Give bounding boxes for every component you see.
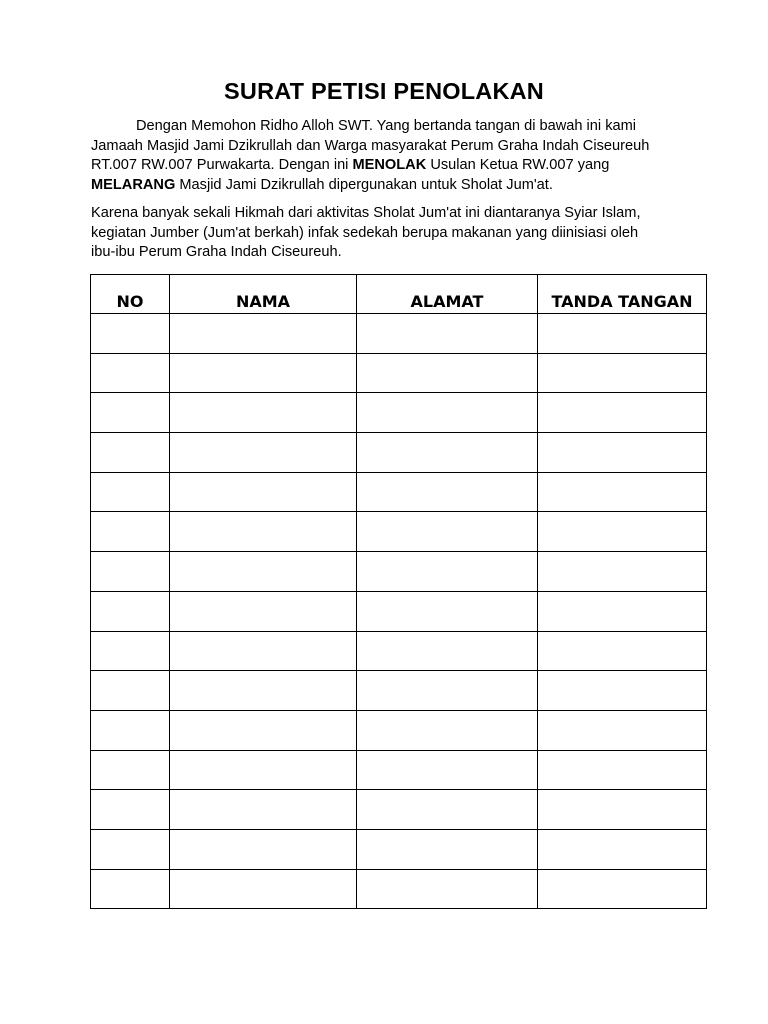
nama-cell[interactable] xyxy=(170,472,357,512)
alamat-cell[interactable] xyxy=(357,433,538,473)
no-cell[interactable] xyxy=(91,353,170,393)
opening-line-4: MELARANG Masjid Jami Dzikrullah dipergunakan untuk Sholat Jum'at. xyxy=(91,176,553,193)
opening-paragraph xyxy=(91,117,691,195)
alamat-cell[interactable] xyxy=(357,353,538,393)
alamat-cell[interactable] xyxy=(357,631,538,671)
alamat-cell[interactable] xyxy=(357,869,538,909)
nama-cell[interactable] xyxy=(170,512,357,552)
table-row xyxy=(91,353,707,393)
tanda-tangan-cell[interactable] xyxy=(538,591,707,631)
table-row xyxy=(91,790,707,830)
tanda-tangan-cell[interactable] xyxy=(538,631,707,671)
alamat-cell[interactable] xyxy=(357,591,538,631)
nama-cell[interactable] xyxy=(170,710,357,750)
opening-line-2: Jamaah Masjid Jami Dzikrullah dan Warga masyarakat Perum Graha Indah Ciseureuh xyxy=(91,137,650,154)
nama-cell[interactable] xyxy=(170,393,357,433)
nama-cell[interactable] xyxy=(170,353,357,393)
reason-paragraph xyxy=(91,204,691,263)
no-cell[interactable] xyxy=(91,631,170,671)
no-cell[interactable] xyxy=(91,433,170,473)
nama-cell[interactable] xyxy=(170,631,357,671)
no-cell[interactable] xyxy=(91,591,170,631)
table-row xyxy=(91,631,707,671)
nama-cell[interactable] xyxy=(170,790,357,830)
no-cell[interactable] xyxy=(91,472,170,512)
alamat-cell[interactable] xyxy=(357,472,538,512)
table-row xyxy=(91,750,707,790)
melarang-emphasis: MELARANG xyxy=(91,176,176,193)
table-row xyxy=(91,552,707,592)
table-row xyxy=(91,829,707,869)
nama-cell[interactable] xyxy=(170,829,357,869)
table-row xyxy=(91,591,707,631)
no-cell[interactable] xyxy=(91,790,170,830)
table-header-row xyxy=(91,275,707,314)
no-cell[interactable] xyxy=(91,671,170,711)
no-cell[interactable] xyxy=(91,710,170,750)
table-row xyxy=(91,314,707,354)
tanda-tangan-cell[interactable] xyxy=(538,433,707,473)
tanda-tangan-cell[interactable] xyxy=(538,393,707,433)
reason-line-2: kegiatan Jumber (Jum'at berkah) infak sedekah berupa makanan yang diinisiasi oleh xyxy=(91,224,639,241)
tanda-tangan-cell[interactable] xyxy=(538,314,707,354)
alamat-cell[interactable] xyxy=(357,552,538,592)
opening-line-1: Dengan Memohon Ridho Alloh SWT. Yang bertanda tangan di bawah ini kami xyxy=(136,118,637,134)
signature-table xyxy=(90,274,707,909)
table-row xyxy=(91,433,707,473)
no-cell[interactable] xyxy=(91,393,170,433)
document-title: SURAT PETISI PENOLAKAN xyxy=(224,78,544,104)
header-tanda-tangan: TANDA TANGAN xyxy=(538,275,707,314)
alamat-cell[interactable] xyxy=(357,750,538,790)
alamat-cell[interactable] xyxy=(357,314,538,354)
nama-cell[interactable] xyxy=(170,314,357,354)
no-cell[interactable] xyxy=(91,869,170,909)
tanda-tangan-cell[interactable] xyxy=(538,750,707,790)
tanda-tangan-cell[interactable] xyxy=(538,552,707,592)
alamat-cell[interactable] xyxy=(357,710,538,750)
tanda-tangan-cell[interactable] xyxy=(538,869,707,909)
table-row xyxy=(91,671,707,711)
opening-line-3: RT.007 RW.007 Purwakarta. Dengan ini MENOLAK Usulan Ketua RW.007 yang xyxy=(91,157,610,173)
no-cell[interactable] xyxy=(91,552,170,592)
header-nama: NAMA xyxy=(170,275,357,314)
tanda-tangan-cell[interactable] xyxy=(538,472,707,512)
alamat-cell[interactable] xyxy=(357,790,538,830)
header-no: NO xyxy=(91,275,170,314)
tanda-tangan-cell[interactable] xyxy=(538,790,707,830)
table-row xyxy=(91,710,707,750)
nama-cell[interactable] xyxy=(170,552,357,592)
nama-cell[interactable] xyxy=(170,869,357,909)
nama-cell[interactable] xyxy=(170,433,357,473)
tanda-tangan-cell[interactable] xyxy=(538,671,707,711)
tanda-tangan-cell[interactable] xyxy=(538,829,707,869)
alamat-cell[interactable] xyxy=(357,829,538,869)
menolak-emphasis: MENOLAK xyxy=(352,157,427,173)
no-cell[interactable] xyxy=(91,314,170,354)
header-alamat: ALAMAT xyxy=(357,275,538,314)
tanda-tangan-cell[interactable] xyxy=(538,353,707,393)
nama-cell[interactable] xyxy=(170,671,357,711)
reason-line-3: ibu-ibu Perum Graha Indah Ciseureuh. xyxy=(91,244,342,260)
no-cell[interactable] xyxy=(91,750,170,790)
no-cell[interactable] xyxy=(91,829,170,869)
table-row xyxy=(91,472,707,512)
nama-cell[interactable] xyxy=(170,591,357,631)
tanda-tangan-cell[interactable] xyxy=(538,710,707,750)
no-cell[interactable] xyxy=(91,512,170,552)
reason-line-1: Karena banyak sekali Hikmah dari aktivitas Sholat Jum'at ini diantaranya Syiar Islam, xyxy=(91,205,641,221)
table-row xyxy=(91,393,707,433)
table-row xyxy=(91,512,707,552)
alamat-cell[interactable] xyxy=(357,671,538,711)
nama-cell[interactable] xyxy=(170,750,357,790)
tanda-tangan-cell[interactable] xyxy=(538,512,707,552)
signature-rows xyxy=(91,314,707,909)
alamat-cell[interactable] xyxy=(357,393,538,433)
table-row xyxy=(91,869,707,909)
alamat-cell[interactable] xyxy=(357,512,538,552)
